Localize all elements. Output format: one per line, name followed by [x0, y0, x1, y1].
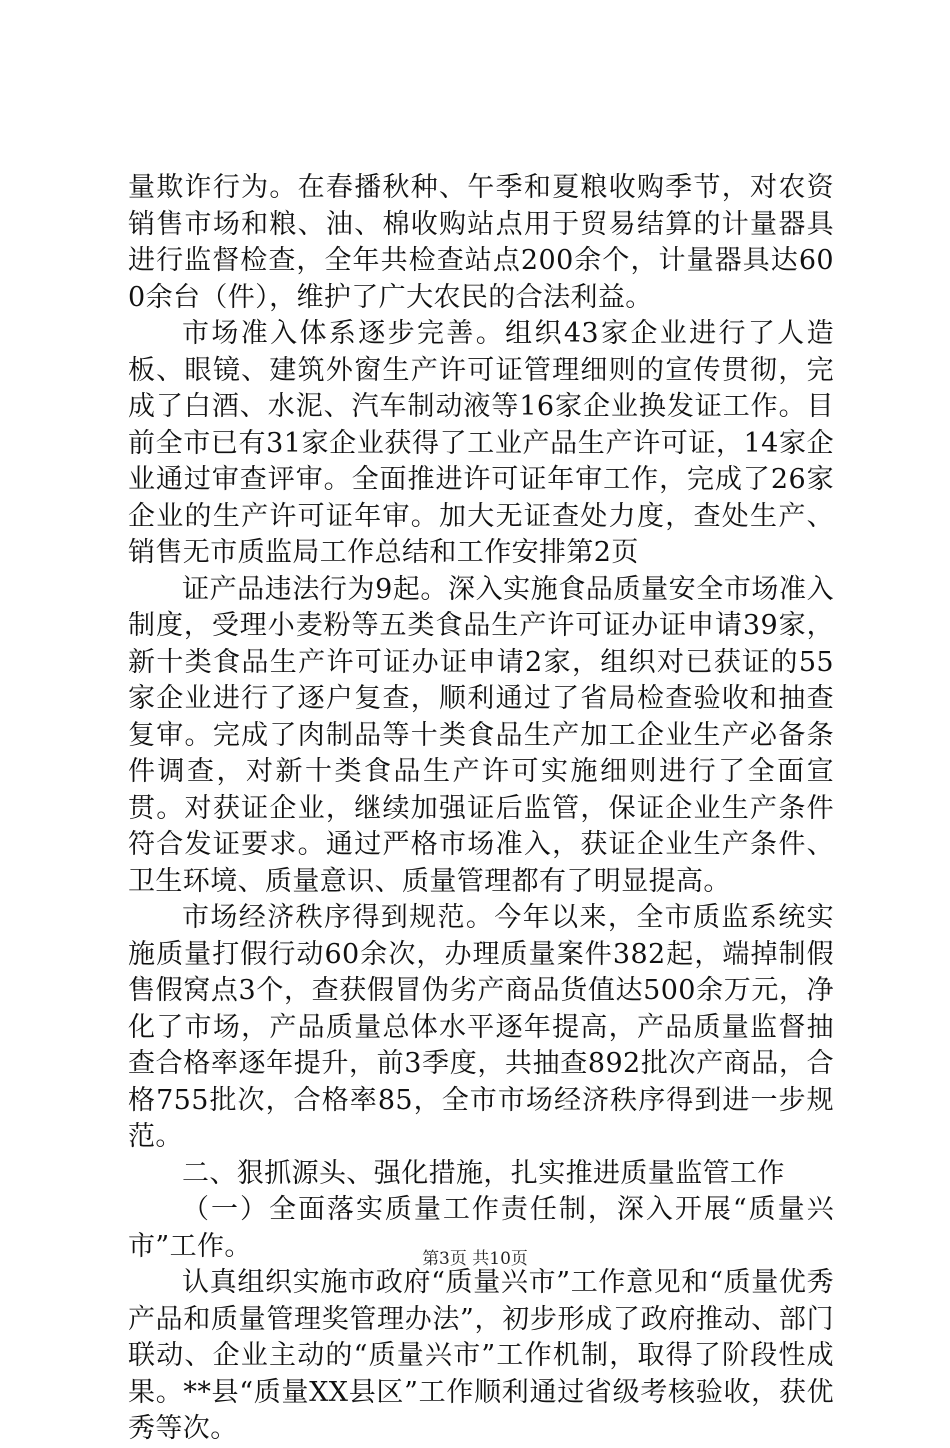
- subsection-heading-1: （一）全面落实质量工作责任制，深入开展“质量兴市”工作。: [128, 1194, 834, 1262]
- paragraph-2: 市场准入体系逐步完善。组织43家企业进行了人造板、眼镜、建筑外窗生产许可证管理细则的宣传贯彻，完成了白酒、水泥、汽车制动液等16家企业换发证工作。目前全市已有31家企业获得了工业产品生产许可证，14家企业通过审查评审。全面推进许可证年审工作，完成了26家企业的生产许可证年审。加大无证查处力度，查处生产、销售无市质监局工作总结和工作安排第2页: [128, 318, 834, 568]
- section-heading-2: 二、狠抓源头、强化措施，扎实推进质量监管工作: [182, 1157, 785, 1189]
- paragraph-5: 认真组织实施市政府“质量兴市”工作意见和“质量优秀产品和质量管理奖管理办法”，初步形成了政府推动、部门联动、企业主动的“质量兴市”工作机制，取得了阶段性成果。**县“质量XX县区”工作顺利通过省级考核验收，获优秀等次。: [128, 1267, 834, 1444]
- paragraph-3: 证产品违法行为9起。深入实施食品质量安全市场准入制度，受理小麦粉等五类食品生产许可证办证申请39家，新十类食品生产许可证办证申请2家，组织对已获证的55家企业进行了逐户复查，顺利通过了省局检查验收和抽查复审。完成了肉制品等十类食品生产加工企业生产必备条件调查，对新十类食品生产许可实施细则进行了全面宣贯。对获证企业，继续加强证后监管，保证企业生产条件符合发证要求。通过严格市场准入，获证企业生产条件、卫生环境、质量意识、质量管理都有了明显提高。: [128, 573, 834, 897]
- paragraph-4: 市场经济秩序得到规范。今年以来，全市质监系统实施质量打假行动60余次，办理质量案件382起，端掉制假售假窝点3个，查获假冒伪劣产商品货值达500余万元，净化了市场，产品质量总体水平逐年提高，产品质量监督抽查合格率逐年提升，前3季度，共抽查892批次产商品，合格755批次，合格率85，全市市场经济秩序得到进一步规范。: [128, 902, 834, 1152]
- paragraph-1: 量欺诈行为。在春播秋种、午季和夏粮收购季节，对农资销售市场和粮、油、棉收购站点用于贸易结算的计量器具进行监督检查，全年共检查站点200余个，计量器具达600余台（件），维护了广大农民的合法利益。: [128, 172, 834, 313]
- page-footer: 第3页 共10页: [422, 1249, 528, 1269]
